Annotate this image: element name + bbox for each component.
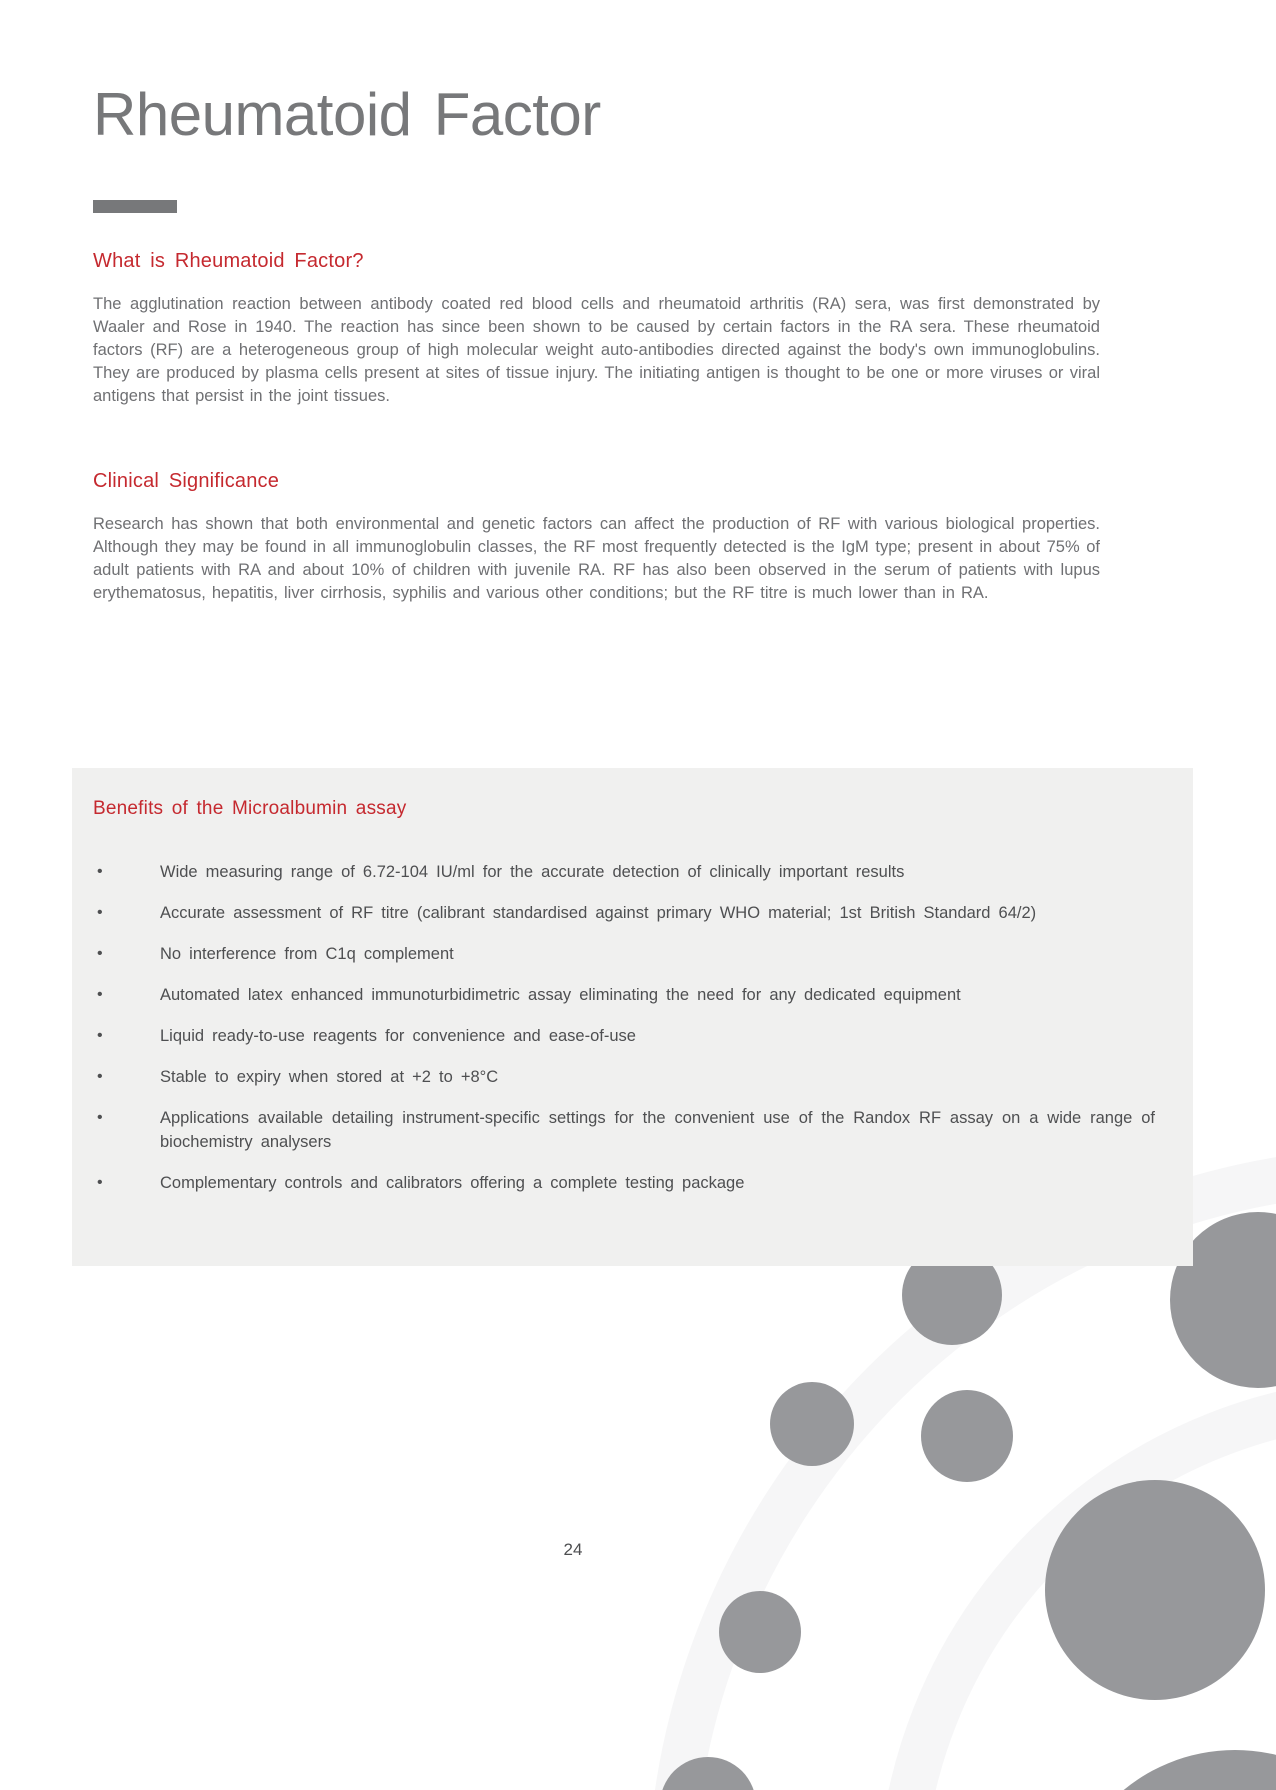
bullet-icon — [97, 901, 103, 925]
orbit-ring-inner — [900, 1400, 1276, 1790]
bullet-icon — [97, 1171, 103, 1195]
paragraph-what-is-rf: The agglutination reaction between antibody coated red blood cells and rheumatoid arthritis (RA) sera, was first demonstrated by Waaler and Rose in 1940. The reaction has since been shown to be caused by certain factors in the RA sera. These rheumatoid factors (RF) are a heterogeneous group of high molecular weight auto-antibodies directed against the body's own immunoglobulins. They are produced by plasma cells present at sites of tissue injury. The initiating antigen is thought to be one or more viruses or viral antigens that persist in the joint tissues. — [93, 295, 1100, 405]
benefit-item — [93, 860, 1155, 884]
benefit-item — [93, 983, 1155, 1007]
section-heading-clinical-significance: Clinical Significance — [93, 470, 280, 492]
bullet-icon — [97, 860, 103, 884]
benefits-heading: Benefits of the Microalbumin assay — [93, 798, 407, 819]
benefit-item — [93, 1065, 1155, 1089]
benefit-item — [93, 1171, 1155, 1195]
benefits-list — [93, 860, 1155, 1195]
benefit-item — [93, 942, 1155, 966]
bullet-icon — [97, 983, 103, 1007]
bullet-icon — [97, 942, 103, 966]
decorative-circle — [660, 1757, 756, 1790]
benefit-item-text: Accurate assessment of RF titre (calibrant standardised against primary WHO material; 1st British Standard 64/2) — [160, 904, 1037, 922]
benefit-item-text: Complementary controls and calibrators offering a complete testing package — [160, 1174, 745, 1192]
decorative-circle — [770, 1382, 854, 1466]
benefit-item-text: Applications available detailing instrument-specific settings for the convenient use of the Randox RF assay on a wide range of biochemistry analysers — [160, 1109, 1155, 1151]
bullet-icon — [97, 1106, 103, 1130]
section-heading-what-is-rf: What is Rheumatoid Factor? — [93, 250, 364, 272]
benefit-item-text: Liquid ready-to-use reagents for convenience and ease-of-use — [160, 1027, 636, 1045]
benefit-item — [93, 1106, 1155, 1154]
decorative-circle — [719, 1591, 801, 1673]
benefit-item — [93, 901, 1155, 925]
benefit-item-text: No interference from C1q complement — [160, 945, 454, 963]
page-title: Rheumatoid Factor — [93, 81, 601, 148]
bullet-icon — [97, 1024, 103, 1048]
page-number: 24 — [563, 1540, 583, 1559]
benefit-item — [93, 1024, 1155, 1048]
bullet-icon — [97, 1065, 103, 1089]
decorative-circle — [921, 1390, 1013, 1482]
benefit-item-text: Automated latex enhanced immunoturbidimetric assay eliminating the need for any dedicated equipment — [160, 986, 961, 1004]
benefit-item-text: Stable to expiry when stored at +2 to +8°C — [160, 1068, 499, 1086]
decorative-circle — [1060, 1750, 1276, 1790]
benefits-box — [72, 768, 1193, 1266]
decorative-circle — [1045, 1480, 1265, 1700]
paragraph-clinical-significance: Research has shown that both environmental and genetic factors can affect the production of RF with various biological properties. Although they may be found in all immunoglobulin classes, the RF most frequently detected is the IgM type; present in about 75% of adult patients with RA and about 10% of children with juvenile RA. RF has also been observed in the serum of patients with lupus erythematosus, hepatitis, liver cirrhosis, syphilis and various other conditions; but the RF titre is much lower than in RA. — [93, 515, 1100, 602]
benefit-item-text: Wide measuring range of 6.72-104 IU/ml for the accurate detection of clinically important results — [160, 863, 905, 881]
title-accent-bar — [93, 200, 177, 213]
